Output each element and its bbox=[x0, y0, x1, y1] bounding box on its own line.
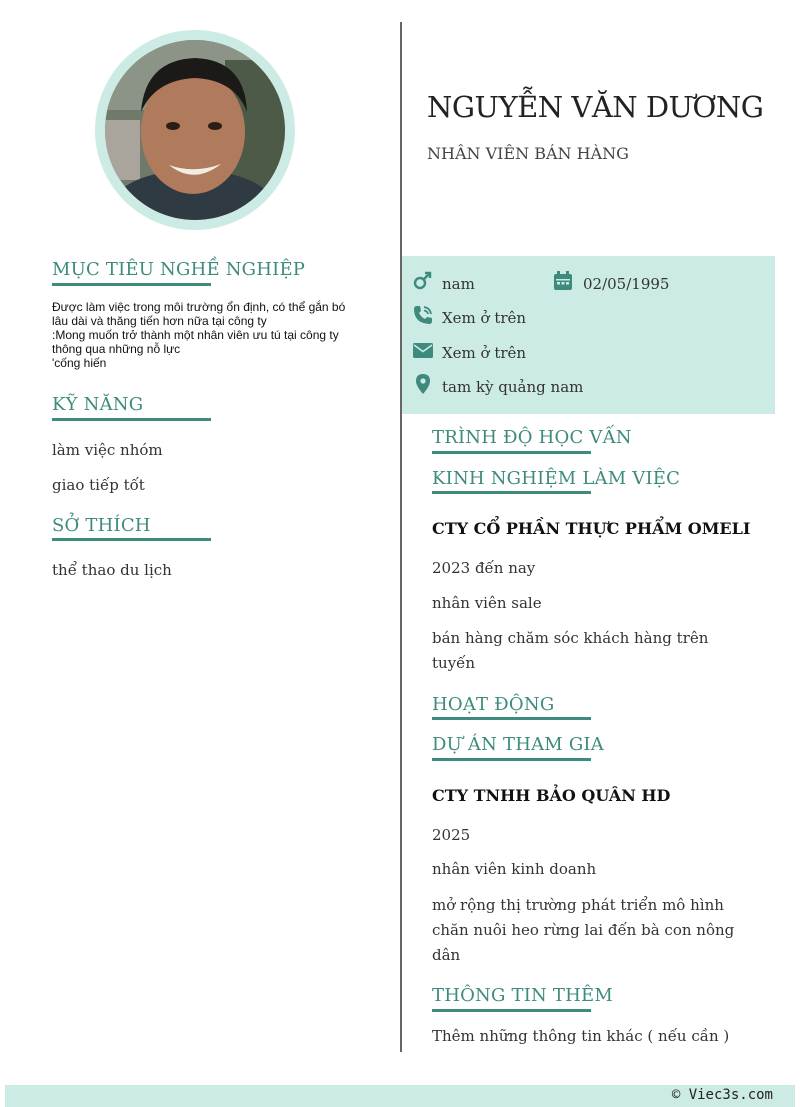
birthdate-value: 02/05/1995 bbox=[583, 275, 670, 293]
phone-value: Xem ở trên bbox=[442, 309, 527, 327]
experience-title: KINH NGHIỆM LÀM VIỆC bbox=[432, 468, 681, 489]
phone-icon bbox=[413, 305, 433, 325]
skill-item: làm việc nhóm bbox=[52, 441, 163, 459]
extra-info-text: Thêm những thông tin khác ( nếu cần ) bbox=[432, 1027, 730, 1045]
education-title: TRÌNH ĐỘ HỌC VẤN bbox=[432, 427, 632, 448]
skills-title: KỸ NĂNG bbox=[52, 394, 144, 415]
objective-line: thông qua những nỗ lực bbox=[52, 342, 181, 356]
experience-period: 2023 đến nay bbox=[432, 559, 536, 577]
contact-panel bbox=[402, 256, 775, 414]
calendar-icon bbox=[553, 271, 573, 291]
extra-info-title: THÔNG TIN THÊM bbox=[432, 985, 613, 1006]
hobbies-title: SỞ THÍCH bbox=[52, 515, 151, 536]
avatar bbox=[105, 40, 285, 220]
gender-icon bbox=[413, 271, 433, 291]
education-underline bbox=[432, 451, 591, 454]
projects-underline bbox=[432, 758, 591, 761]
project-position: nhân viên kinh doanh bbox=[432, 860, 597, 878]
objective-line: :Mong muốn trở thành một nhân viên ưu tú tại công ty bbox=[52, 328, 339, 342]
address-value: tam kỳ quảng nam bbox=[442, 378, 584, 396]
footer-bar bbox=[5, 1085, 795, 1107]
job-title: NHÂN VIÊN BÁN HÀNG bbox=[427, 144, 629, 163]
experience-description: bán hàng chăm sóc khách hàng trên tuyến bbox=[432, 629, 709, 672]
candidate-name: NGUYỄN VĂN DƯƠNG bbox=[427, 90, 764, 124]
project-description: mở rộng thị trường phát triển mô hình chăn nuôi heo rừng lai đến bà con nông dân bbox=[432, 896, 735, 964]
gender-value: nam bbox=[442, 275, 475, 293]
objective-title: MỤC TIÊU NGHỀ NGHIỆP bbox=[52, 259, 306, 280]
hobbies-underline bbox=[52, 538, 211, 541]
activities-underline bbox=[432, 717, 591, 720]
skills-underline bbox=[52, 418, 211, 421]
experience-position: nhân viên sale bbox=[432, 594, 542, 612]
column-divider bbox=[400, 22, 402, 1052]
project-period: 2025 bbox=[432, 826, 471, 844]
experience-company: CTY CỔ PHẦN THỰC PHẨM OMELI bbox=[432, 519, 751, 538]
experience-underline bbox=[432, 491, 591, 494]
objective-line: lâu dài và thăng tiến hơn nữa tại công ty bbox=[52, 314, 267, 328]
envelope-icon bbox=[413, 340, 433, 360]
location-pin-icon bbox=[413, 374, 433, 394]
objective-text bbox=[52, 300, 352, 370]
objective-line: Được làm việc trong môi trường ổn định, có thể gắn bó bbox=[52, 300, 346, 314]
hobby-item: thể thao du lịch bbox=[52, 561, 172, 579]
activities-title: HOẠT ĐỘNG bbox=[432, 694, 555, 715]
footer-copyright: © Viec3s.com bbox=[671, 1087, 773, 1103]
objective-underline bbox=[52, 283, 211, 286]
objective-line: 'cống hiến bbox=[52, 356, 107, 370]
extra-info-underline bbox=[432, 1009, 591, 1012]
skill-item: giao tiếp tốt bbox=[52, 476, 145, 494]
avatar-photo bbox=[105, 40, 285, 220]
projects-title: DỰ ÁN THAM GIA bbox=[432, 734, 604, 755]
project-company: CTY TNHH BẢO QUÂN HD bbox=[432, 786, 671, 805]
email-value: Xem ở trên bbox=[442, 344, 527, 362]
